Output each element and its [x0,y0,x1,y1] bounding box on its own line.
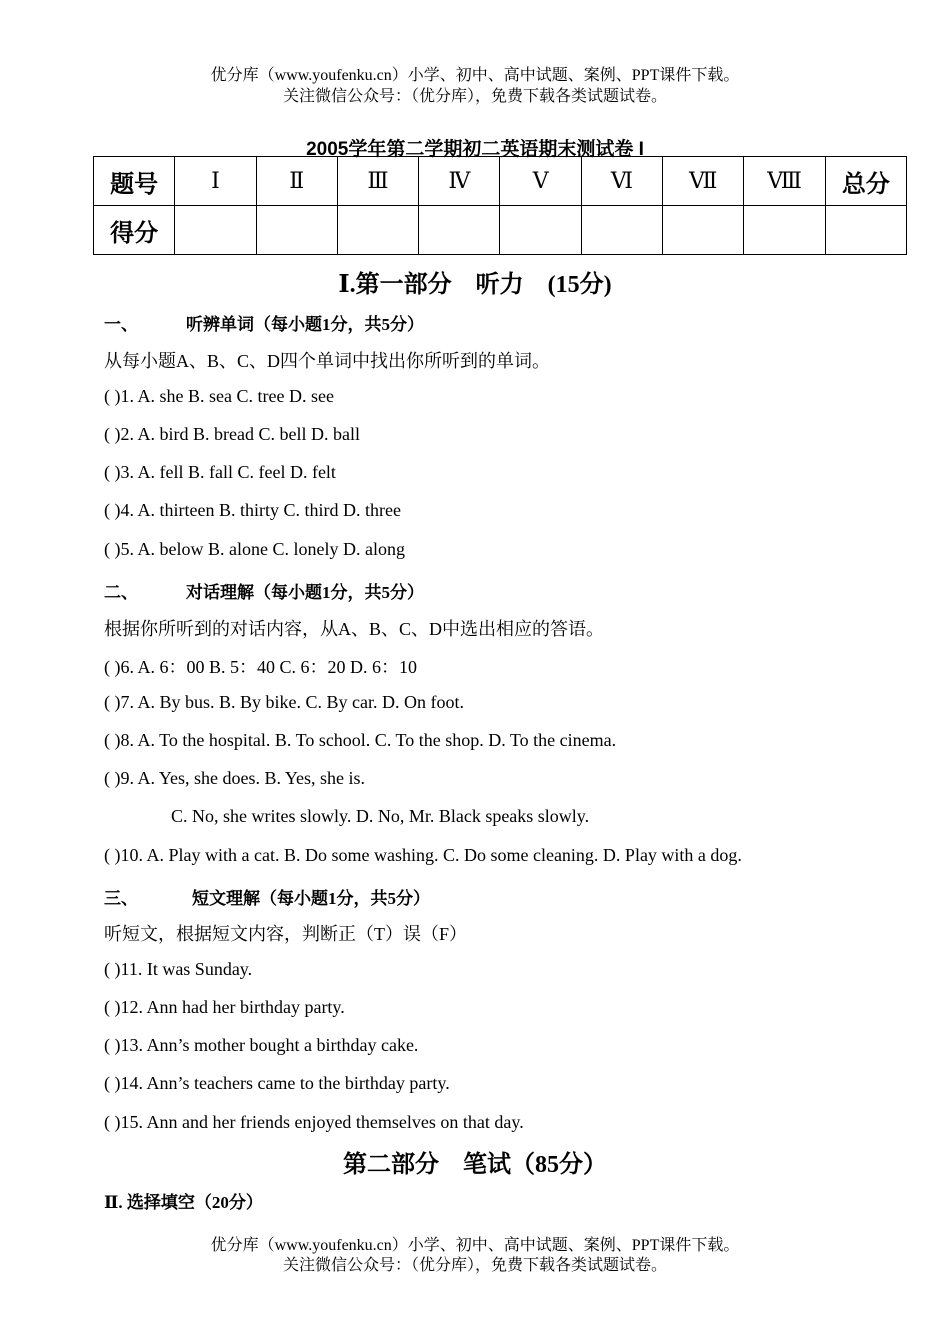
column-6: Ⅵ [581,157,662,206]
page-title: 2005学年第二学期初二英语期末测试卷 I [306,139,644,160]
question-4: ( )4. A. thirteen B. thirty C. third D. three [104,500,401,520]
column-7: Ⅶ [663,157,744,206]
part2-heading: 第二部分 笔试（85分） [343,1152,607,1178]
column-8: Ⅷ [744,157,825,206]
score-cell[interactable] [581,206,662,255]
section3-title: 短文理解（每小题1分，共5分） [192,889,430,908]
part2-section1-heading: Ⅱ. 选择填空（20分） [104,1193,263,1212]
column-5: Ⅴ [500,157,581,206]
section3-number: 三、 [104,889,138,908]
question-6: ( )6. A. 6：00 B. 5：40 C. 6：20 D. 6：10 [104,657,418,677]
question-15: ( )15. Ann and her friends enjoyed themselves on that day. [104,1112,524,1132]
score-cell[interactable] [825,206,906,255]
score-cell[interactable] [419,206,500,255]
question-10: ( )10. A. Play with a cat. B. Do some washing. C. Do some cleaning. D. Play with a dog. [104,845,742,865]
header-line-1: 优分库（www.youfenku.cn）小学、初中、高中试题、案例、PPT课件下载。 [210,67,740,84]
column-3: Ⅲ [337,157,418,206]
score-cell[interactable] [744,206,825,255]
column-2: Ⅱ [256,157,337,206]
question-8: ( )8. A. To the hospital. B. To school. C. To the shop. D. To the cinema. [104,730,617,750]
score-cell[interactable] [500,206,581,255]
score-table-score-row [94,206,907,255]
section1-heading [104,310,424,335]
question-9: ( )9. A. Yes, she does. B. Yes, she is. [104,768,366,788]
section1-title: 听辨单词（每小题1分，共5分） [186,315,424,334]
section1-instruction: 从每小题A、B、C、D四个单词中找出你所听到的单词。 [104,351,551,371]
footer-line-2: 关注微信公众号：（优分库），免费下载各类试题试卷。 [282,1257,667,1274]
score-label: 得分 [94,206,175,255]
question-3: ( )3. A. fell B. fall C. feel D. felt [104,462,336,482]
footer-line-1: 优分库（www.youfenku.cn）小学、初中、高中试题、案例、PPT课件下载。 [210,1237,740,1254]
question-2: ( )2. A. bird B. bread C. bell D. ball [104,424,360,444]
question-14: ( )14. Ann’s teachers came to the birthday party. [104,1073,450,1093]
question-7: ( )7. A. By bus. B. By bike. C. By car. D. On foot. [104,692,464,712]
score-cell[interactable] [337,206,418,255]
question-12: ( )12. Ann had her birthday party. [104,997,345,1017]
section2-number: 二、 [104,583,138,602]
total-label: 总分 [825,157,906,206]
section1-number: 一、 [104,315,138,334]
score-table-header-row [94,157,907,206]
section2-heading [104,578,424,603]
column-4: Ⅳ [419,157,500,206]
section2-title: 对话理解（每小题1分，共5分） [186,583,424,602]
section2-instruction: 根据你所听到的对话内容，从A、B、C、D中选出相应的答语。 [104,619,605,639]
question-11: ( )11. It was Sunday. [104,959,253,979]
question-13: ( )13. Ann’s mother bought a birthday cake. [104,1035,419,1055]
part1-heading: Ⅰ.第一部分 听力 (15分) [338,272,612,298]
question-1: ( )1. A. she B. sea C. tree D. see [104,386,334,406]
section3-heading [104,884,430,909]
score-cell[interactable] [663,206,744,255]
question-number-label: 题号 [94,157,175,206]
score-cell[interactable] [175,206,256,255]
header-line-2: 关注微信公众号：（优分库），免费下载各类试题试卷。 [282,88,667,105]
section3-instruction: 听短文，根据短文内容，判断正（T）误（F） [104,924,468,944]
question-5: ( )5. A. below B. alone C. lonely D. along [104,539,405,559]
column-1: Ⅰ [175,157,256,206]
score-cell[interactable] [256,206,337,255]
score-table [93,156,907,255]
question-9-continued: C. No, she writes slowly. D. No, Mr. Black speaks slowly. [171,806,590,826]
